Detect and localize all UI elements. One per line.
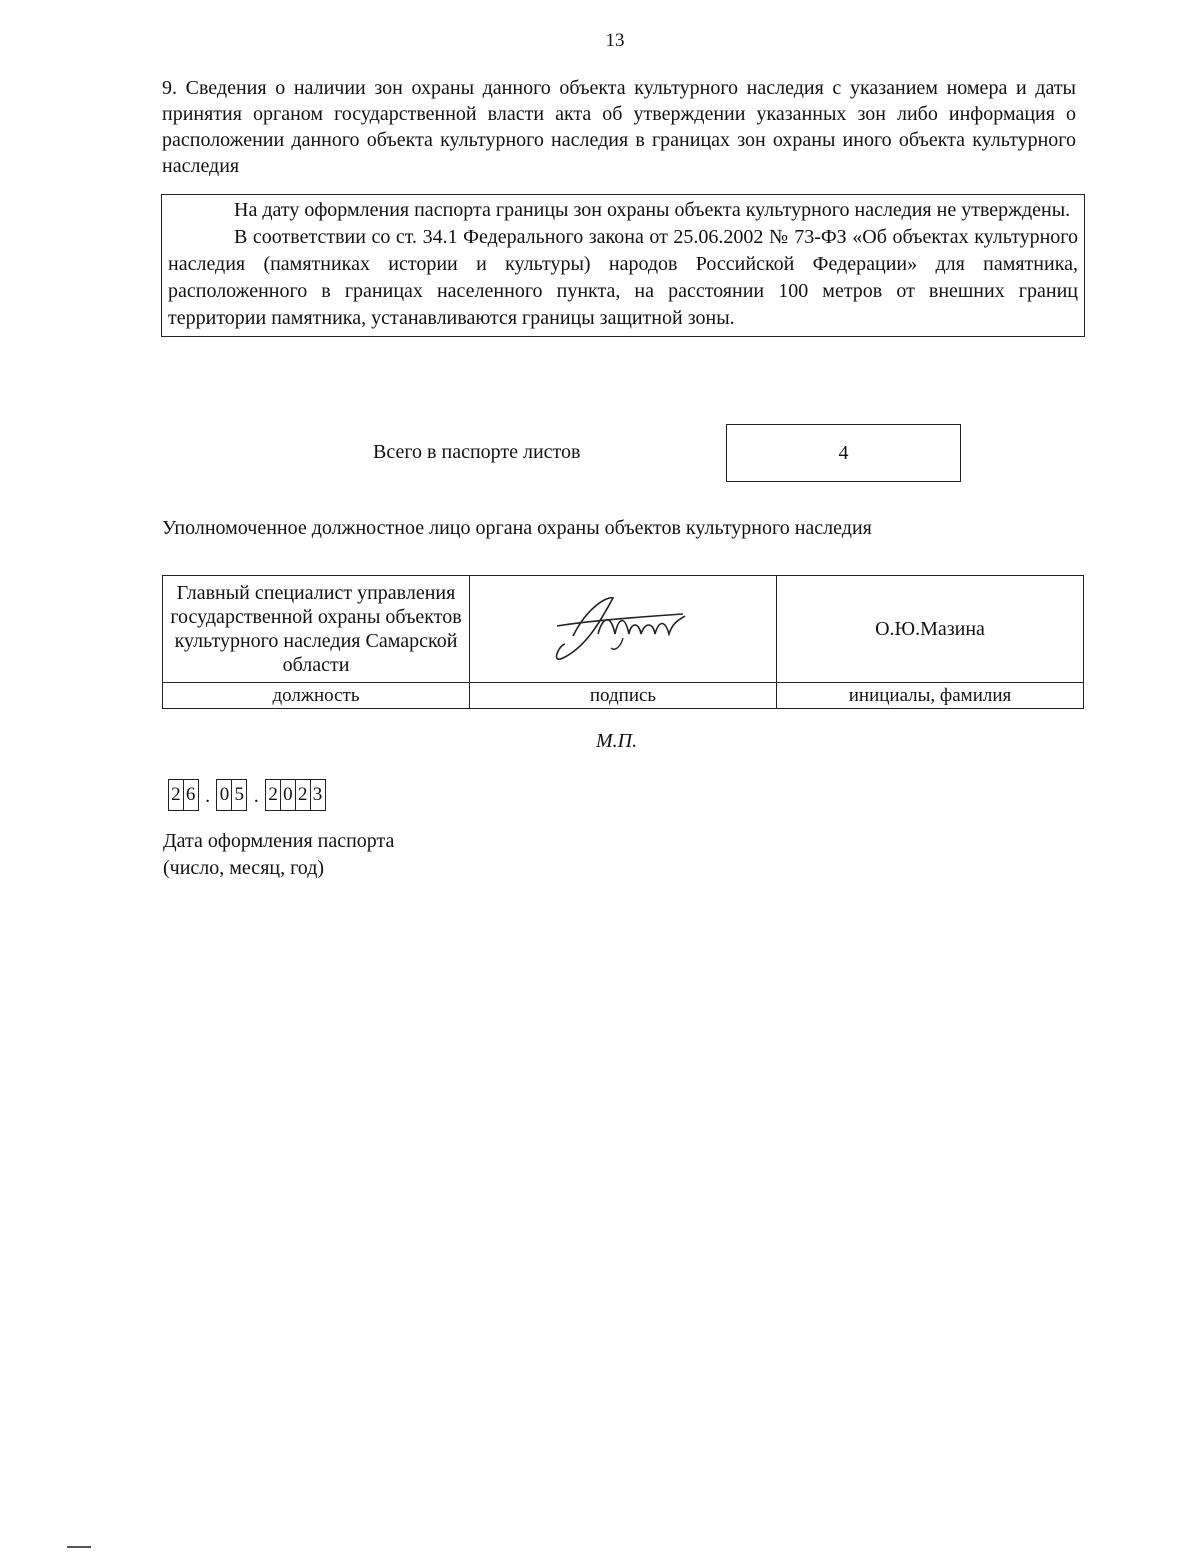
date-digit: 3 — [310, 779, 326, 811]
total-sheets-value: 4 — [838, 441, 849, 464]
issue-date-boxes — [168, 779, 326, 811]
date-digit: 2 — [168, 779, 184, 811]
page-number: 13 — [605, 30, 625, 51]
section-heading: 9. Сведения о наличии зон охраны данного объекта культурного наследия с указанием номера и даты принятия органом государственной власти акта об утверждении указанных зон либо информация о расположении данного объекта культурного наследия в границах зон охраны иного объекта культурного наследия — [162, 77, 1076, 177]
date-separator: . — [253, 785, 259, 807]
date-day — [169, 779, 199, 811]
stamp-label: М.П. — [596, 730, 638, 752]
signature-table — [162, 575, 1084, 709]
date-digit: 2 — [295, 779, 311, 811]
total-sheets-box — [726, 424, 961, 482]
footer-mark — [67, 1546, 91, 1548]
issue-date-caption-line2: (число, месяц, год) — [163, 857, 325, 879]
handwritten-signature — [503, 576, 743, 676]
total-sheets-label: Всего в паспорте листов — [373, 441, 581, 463]
issue-date-caption-line1: Дата оформления паспорта — [163, 830, 395, 852]
authorized-official-label: Уполномоченное должностное лицо органа охраны объектов культурного наследия — [162, 517, 872, 539]
zone-paragraph-1: На дату оформления паспорта границы зон охраны объекта культурного наследия не утверждены. — [234, 199, 1071, 221]
issue-date-caption — [163, 828, 394, 882]
position-cell: Главный специалист управления государственной охраны объектов культурного наследия Самарской области — [163, 576, 470, 683]
date-month — [218, 779, 248, 811]
date-digit: 0 — [216, 779, 232, 811]
date-digit: 6 — [183, 779, 199, 811]
date-digit: 2 — [265, 779, 281, 811]
name-cell: О.Ю.Мазина — [777, 576, 1084, 683]
date-digit: 0 — [280, 779, 296, 811]
date-separator: . — [205, 785, 211, 807]
position-caption: должность — [163, 683, 470, 709]
protection-zone-info-box — [161, 194, 1085, 337]
date-digit: 5 — [231, 779, 247, 811]
zone-paragraph-2: В соответствии со ст. 34.1 Федерального закона от 25.06.2002 № 73-ФЗ «Об объектах культурного наследия (памятниках истории и культуры) народов Российской Федерации» для памятника, расположенного в границах населенного пункта, на расстоянии 100 метров от внешних границ территории памятника, устанавливаются границы защитной зоны. — [168, 226, 1078, 329]
signature-caption: подпись — [470, 683, 777, 709]
date-year — [266, 779, 325, 811]
signature-cell — [470, 576, 777, 683]
name-caption: инициалы, фамилия — [777, 683, 1084, 709]
